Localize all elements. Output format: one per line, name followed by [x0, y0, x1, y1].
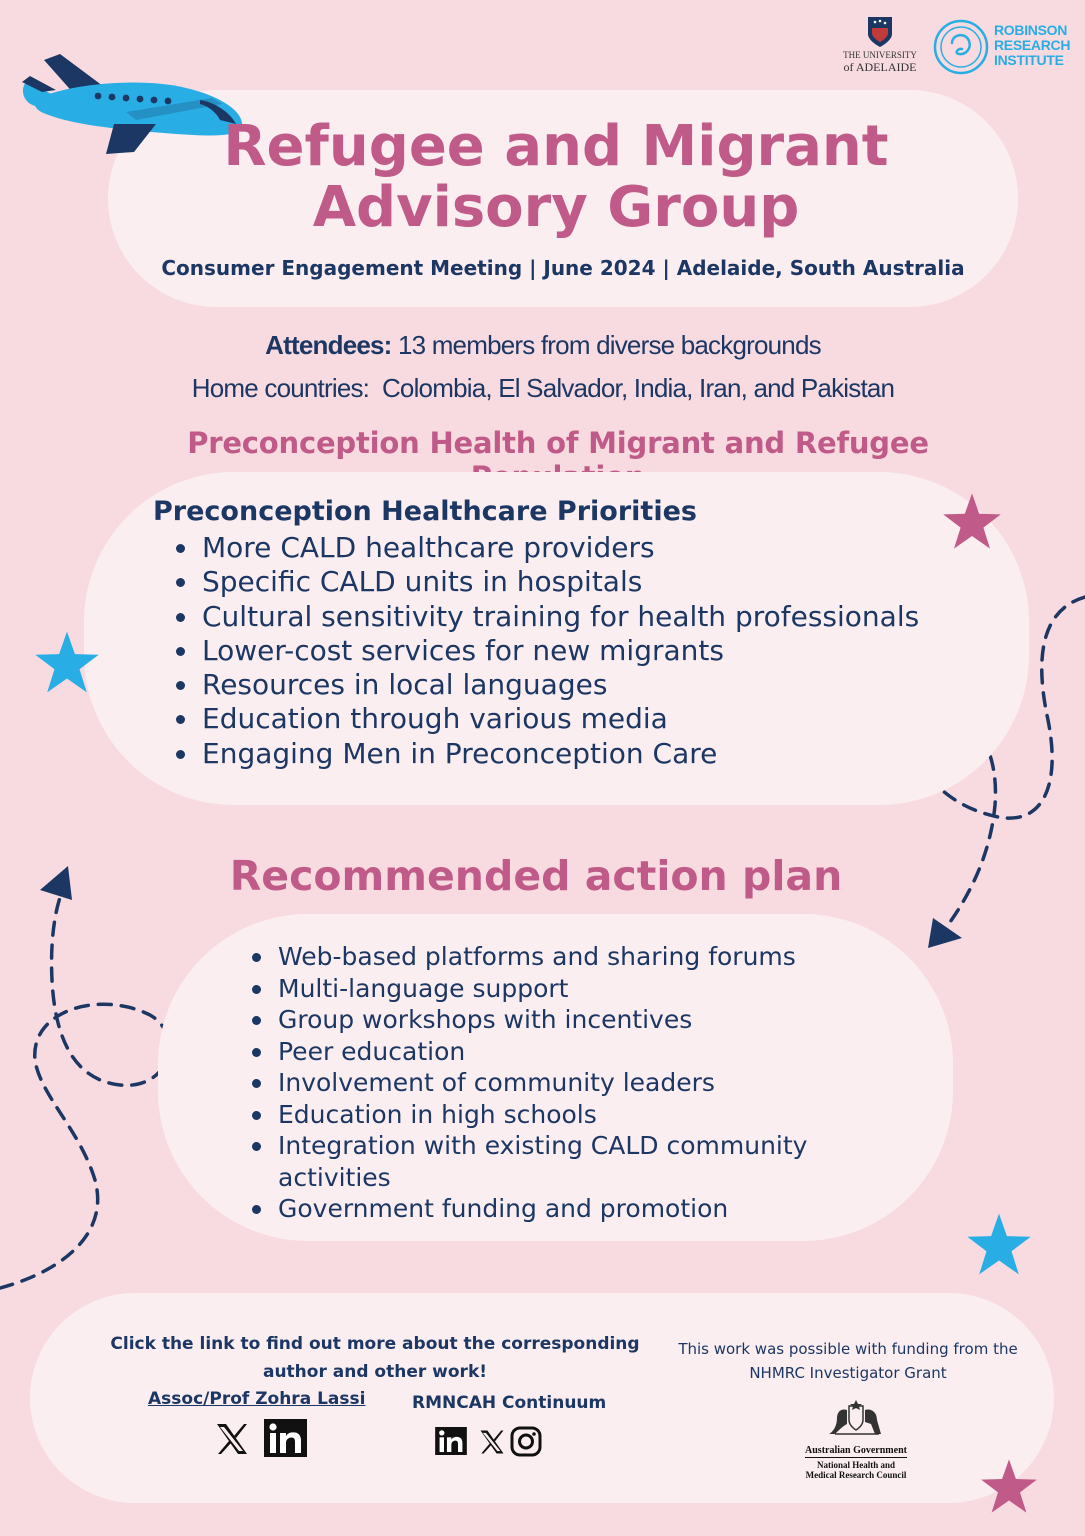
robinson-line1: ROBINSON — [994, 22, 1068, 38]
university-name-line2: of ADELAIDE — [843, 60, 917, 74]
priorities-list — [176, 531, 976, 771]
links-intro — [110, 1330, 640, 1386]
arrow-head-left — [40, 866, 72, 900]
links-intro-line2: author and other work! — [262, 1362, 487, 1382]
rmncah-x-icon[interactable] — [478, 1429, 506, 1455]
university-crest-icon — [867, 16, 893, 48]
list-item: Education through various media — [176, 702, 976, 736]
page-title-line1: Refugee and Migrant — [223, 114, 889, 179]
list-item: Multi-language support — [252, 973, 852, 1005]
action-plan-title: Recommended action plan — [229, 852, 843, 900]
list-item: Integration with existing CALD community activities — [252, 1130, 838, 1193]
gov-line2: National Health and — [816, 1460, 895, 1470]
meeting-subtitle: Consumer Engagement Meeting | June 2024 | Adelaide, South Australia — [161, 256, 965, 280]
list-item: Government funding and promotion — [252, 1193, 852, 1225]
list-item: Involvement of community leaders — [252, 1067, 852, 1099]
attendees-line — [120, 330, 966, 361]
list-item: Resources in local languages — [176, 668, 976, 702]
list-item: More CALD healthcare providers — [176, 531, 976, 565]
list-item: Specific CALD units in hospitals — [176, 565, 976, 599]
attendees-label: Attendees: — [265, 330, 392, 360]
attendees-text: 13 members from diverse backgrounds — [391, 330, 821, 360]
list-item: Engaging Men in Preconception Care — [176, 737, 976, 771]
arrow-head-right — [928, 918, 962, 948]
author-link[interactable]: Assoc/Prof Zohra Lassi — [148, 1389, 366, 1409]
star-blue-icon — [966, 1212, 1032, 1276]
robinson-line2: RESEARCH — [994, 37, 1071, 53]
linkedin-icon[interactable] — [264, 1419, 307, 1457]
funding-line2: NHMRC Investigator Grant — [749, 1364, 947, 1382]
star-blue-icon — [34, 630, 100, 694]
action-plan-list — [252, 941, 852, 1225]
list-item: Cultural sensitivity training for health professionals — [176, 600, 976, 634]
star-pink-icon — [980, 1458, 1038, 1514]
nhmrc-logo — [786, 1398, 926, 1480]
dashed-path-left — [0, 885, 169, 1288]
funding-line1: This work was possible with funding from the — [678, 1340, 1018, 1358]
x-twitter-icon[interactable] — [214, 1422, 250, 1456]
rmncah-linkedin-icon[interactable] — [435, 1427, 467, 1455]
list-item: Group workshops with incentives — [252, 1004, 852, 1036]
rmncah-label: RMNCAH Continuum — [412, 1393, 607, 1413]
robinson-baby-icon — [932, 18, 990, 76]
funding-note — [660, 1337, 1036, 1385]
priorities-list-title: Preconception Healthcare Priorities — [153, 496, 697, 527]
coat-of-arms-icon — [825, 1398, 887, 1438]
robinson-line3: INSTITUTE — [994, 52, 1064, 68]
gov-line1: Australian Government — [805, 1445, 907, 1456]
home-countries-line: Home countries: Colombia, El Salvador, India, Iran, and Pakistan — [191, 373, 895, 403]
star-pink-icon — [942, 492, 1002, 550]
university-of-adelaide-logo — [838, 16, 922, 76]
list-item: Education in high schools — [252, 1099, 852, 1131]
university-name-line1: THE UNIVERSITY — [843, 50, 917, 60]
list-item: Lower-cost services for new migrants — [176, 634, 976, 668]
preconception-section-title: Preconception Health of Migrant and Refugee — [187, 426, 929, 460]
robinson-research-logo — [932, 18, 1072, 76]
links-intro-line1: Click the link to find out more about the corresponding — [110, 1334, 640, 1354]
rmncah-instagram-icon[interactable] — [509, 1426, 543, 1457]
list-item: Web-based platforms and sharing forums — [252, 941, 852, 973]
gov-line3: Medical Research Council — [805, 1470, 907, 1480]
list-item: Peer education — [252, 1036, 852, 1068]
page-title-line2: Advisory Group — [312, 175, 800, 240]
